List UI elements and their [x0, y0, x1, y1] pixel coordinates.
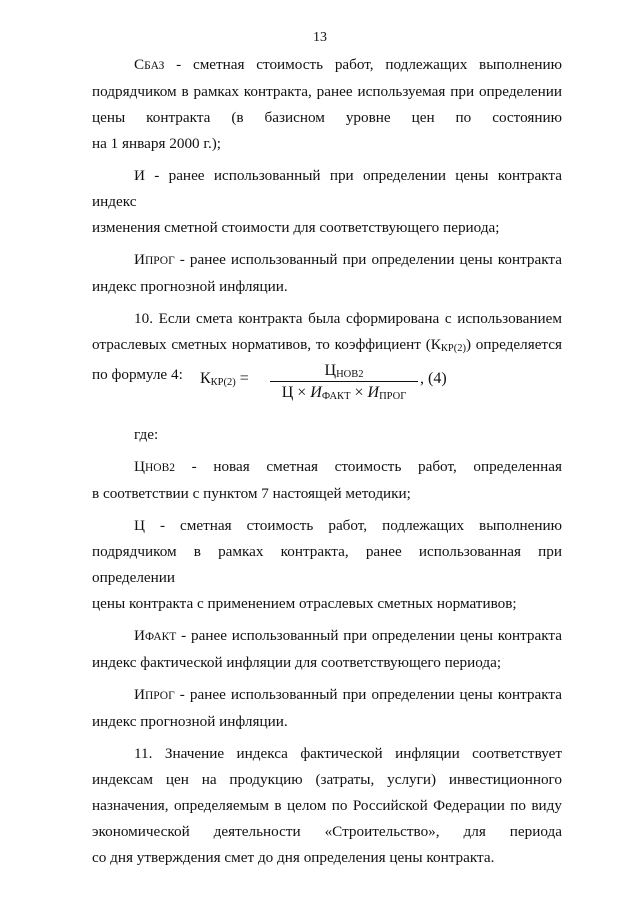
definition-iprog2-line1 [92, 682, 562, 709]
clause-11-line3: назначения, определяемым в целом по Российской Федерации по виду [92, 797, 562, 814]
text-line: - ранее использованный при определении цены контракта [181, 627, 562, 644]
formula-4 [200, 362, 480, 422]
text-line: отраслевых сметных нормативов, то коэффициент (К [92, 336, 441, 353]
formula-lhs-symbol: К [200, 370, 211, 387]
clause-10-line1: 10. Если смета контракта была сформирована с использованием [134, 310, 562, 327]
definition-tsnov2-line1 [92, 454, 562, 481]
symbol-sbaz: С [134, 56, 145, 73]
text-line: - новая сметная стоимость работ, определенная [191, 458, 562, 475]
definition-sbaz-line1 [92, 52, 562, 79]
definition-i-line2: изменения сметной стоимости для соответствующего периода; [92, 219, 500, 236]
symbol-iprog2-sub: ПРОГ [144, 690, 175, 702]
clause-10-line2 [92, 332, 562, 362]
symbol-iprog2: И [134, 686, 145, 703]
denominator-sub1: ФАКТ [321, 391, 351, 402]
clause-11-line4: экономической деятельности «Строительство», для периода [92, 823, 562, 840]
formula-denominator [270, 384, 418, 402]
denominator-c: Ц × [281, 384, 311, 401]
definition-sbaz-line4: на 1 января 2000 г.); [92, 135, 222, 152]
text-block-top [92, 52, 562, 388]
formula-number: , (4) [420, 370, 447, 387]
clause-11-line5: со дня утверждения смет до дня определения цены контракта. [92, 849, 495, 866]
formula-lhs [200, 370, 249, 388]
numerator-symbol: Ц [324, 362, 337, 379]
definition-iprog-line1 [92, 247, 562, 274]
numerator-sub: НОВ2 [336, 369, 364, 380]
clause-10-line3: по формуле 4: [92, 366, 183, 383]
text-line: - ранее использованный при определении цены контракта [179, 686, 562, 703]
definition-sbaz-line2: подрядчиком в рамках контракта, ранее используемая при определении [92, 83, 562, 100]
definition-tsnov2-line2: в соответствии с пунктом 7 настоящей методики; [92, 485, 411, 502]
definition-sbaz-line3: цены контракта (в базисном уровне цен по состоянию [92, 109, 562, 126]
clause-11-line1: 11. Значение индекса фактической инфляции соответствует [134, 745, 562, 762]
definition-ifakt-line1 [92, 623, 562, 650]
symbol-ifakt: И [134, 627, 145, 644]
clause-11-line2: индексам цен на продукцию (затраты, услуги) инвестиционного [92, 771, 562, 788]
definition-iprog-line2: индекс прогнозной инфляции. [92, 278, 288, 295]
page-number: 13 [313, 30, 327, 45]
text-line: - ранее использованный при определении цены контракта [179, 251, 562, 268]
denominator-times: × [350, 384, 368, 401]
formula-fraction [270, 362, 418, 402]
symbol-sbaz-sub: БАЗ [144, 60, 165, 72]
text-line: - сметная стоимость работ, подлежащих выполнению [176, 56, 563, 73]
definition-ts-line3: цены контракта с применением отраслевых сметных нормативов; [92, 595, 517, 612]
symbol-tsnov2-sub: НОВ2 [144, 462, 175, 474]
definition-i-line1: И - ранее использованный при определении цены контракта индекс [92, 167, 562, 210]
symbol-tsnov2: Ц [134, 458, 145, 475]
symbol-iprog: И [134, 251, 145, 268]
denominator-i1: И [310, 384, 322, 401]
where-label: где: [134, 426, 159, 443]
formula-lhs-sub: КР(2) [210, 377, 236, 388]
definition-ts-line2: подрядчиком в рамках контракта, ранее использованная при определении [92, 543, 562, 586]
formula-equals: = [239, 370, 249, 387]
definition-ifakt-line2: индекс фактической инфляции для соответствующего периода; [92, 654, 502, 671]
symbol-ifakt-sub: ФАКТ [144, 631, 177, 643]
fraction-bar [270, 381, 418, 382]
definition-iprog2-line2: индекс прогнозной инфляции. [92, 713, 288, 730]
formula-numerator [270, 362, 418, 380]
text-block-bottom [92, 422, 562, 871]
denominator-i2: И [367, 384, 380, 401]
kkr2-subscript: КР(2) [440, 343, 466, 354]
symbol-iprog-sub: ПРОГ [144, 255, 175, 267]
text-line: ) определяется [465, 336, 562, 353]
denominator-sub2: ПРОГ [379, 391, 407, 402]
definition-ts-line1: Ц - сметная стоимость работ, подлежащих выполнению [134, 517, 562, 534]
